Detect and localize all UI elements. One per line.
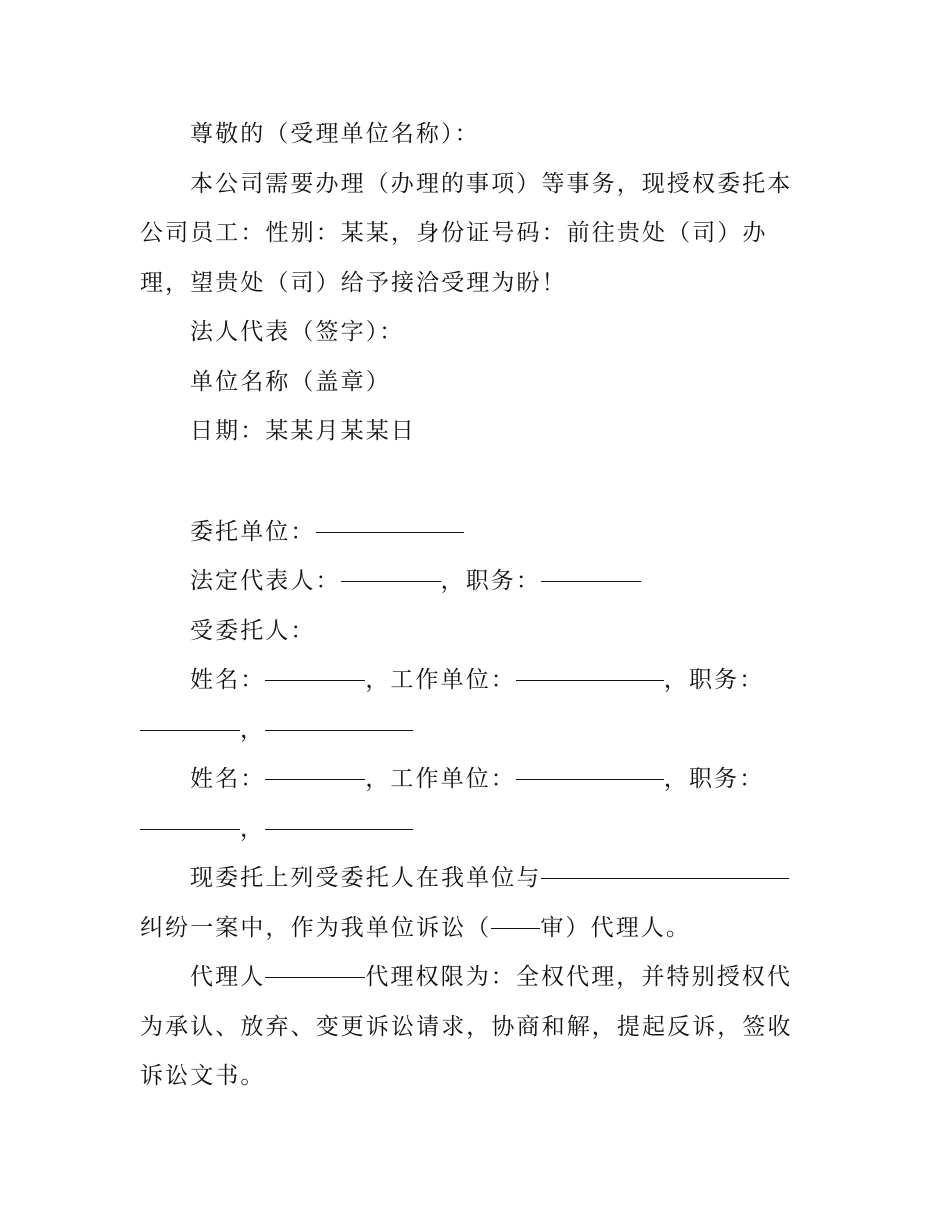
entrust-text-c: 审）代理人。 <box>540 914 692 941</box>
name-label: 姓名： <box>190 667 266 693</box>
trustee-heading: 受委托人： <box>190 617 316 644</box>
trustee-1-line <box>140 656 812 755</box>
work-unit-label: ，工作单位： <box>365 667 516 693</box>
trustee-2-line <box>140 755 812 854</box>
position-label: ，职务： <box>663 667 765 693</box>
opposing-party-blank[interactable] <box>541 848 789 879</box>
work-unit-label: ，工作单位： <box>365 766 516 792</box>
trustee-2-extra-blank[interactable] <box>265 799 413 830</box>
entrust-case-paragraph <box>140 854 812 953</box>
section-gap <box>140 457 812 508</box>
agent-authority-text: 代理权限为：全权代理，并特别授权代为承认、放弃、变更诉讼请求，协商和解，提起反诉，签收诉讼文书。 <box>140 964 793 1089</box>
comma: ， <box>240 815 266 842</box>
trustee-2-name-blank[interactable] <box>265 749 365 780</box>
comma: ， <box>240 716 266 743</box>
trustee-1-work-unit-blank[interactable] <box>516 650 664 681</box>
legal-rep-blank[interactable] <box>341 551 441 582</box>
legal-rep-label: 法定代表人： <box>190 568 341 594</box>
salutation: 尊敬的（受理单位名称）： <box>190 121 480 147</box>
trial-level-blank[interactable] <box>491 898 540 929</box>
entrusting-unit-blank[interactable] <box>316 502 464 533</box>
agent-authority-paragraph <box>140 953 812 1102</box>
name-label: 姓名： <box>190 766 266 792</box>
date-line: 日期：某某月某某日 <box>190 418 416 444</box>
agent-label: 代理人 <box>190 964 266 990</box>
unit-name-stamp-line: 单位名称（盖章） <box>190 368 391 395</box>
entrusting-unit-label: 委托单位： <box>190 518 316 545</box>
authorization-body: 本公司需要办理（办理的事项）等事务，现授权委托本公司员工：性别：某某，身份证号码：前往贵处（司）办理，望贵处（司）给予接洽受理为盼！ <box>140 170 793 296</box>
entrust-text-b: 纠纷一案中，作为我单位诉讼（ <box>140 914 492 941</box>
trustee-2-work-unit-blank[interactable] <box>516 749 664 780</box>
entrust-text-a: 现委托上列受委托人在我单位与 <box>190 865 542 891</box>
legal-representative-line <box>140 557 812 607</box>
position-label: ，职务： <box>440 568 542 594</box>
document-page <box>140 110 812 1102</box>
entrusting-unit-line <box>140 508 812 558</box>
trustee-1-extra-blank[interactable] <box>265 700 413 731</box>
legal-rep-signature-line: 法人代表（签字）： <box>190 319 405 345</box>
trustee-1-name-blank[interactable] <box>265 650 365 681</box>
position-label: ，职务： <box>663 766 765 792</box>
agent-name-blank[interactable] <box>265 947 365 978</box>
legal-rep-position-blank[interactable] <box>541 551 641 582</box>
trustee-2-position-blank[interactable] <box>140 799 240 830</box>
trustee-1-position-blank[interactable] <box>140 700 240 731</box>
